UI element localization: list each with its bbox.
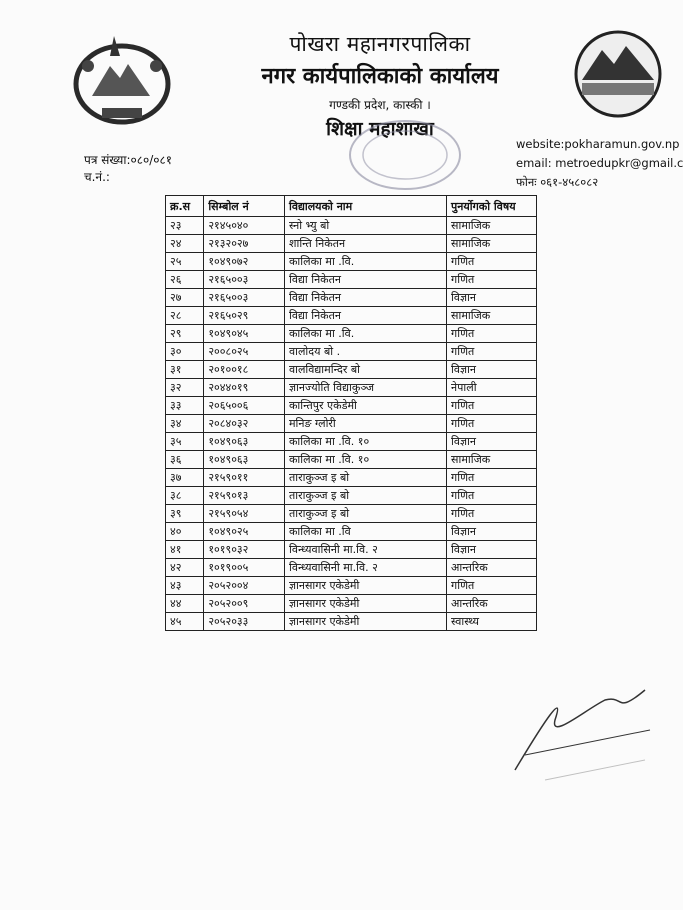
cell-subject: गणित <box>447 397 537 415</box>
cell-serial: ३१ <box>166 361 204 379</box>
cell-school: शान्ति निकेतन <box>284 235 446 253</box>
cell-symbol: २१४५०४० <box>204 217 285 235</box>
table-row <box>166 379 537 397</box>
cell-symbol: २०१००१८ <box>204 361 285 379</box>
cell-school: कालिका मा .वि. १० <box>284 433 446 451</box>
cell-school: विन्ध्यवासिनी मा.वि. २ <box>284 541 446 559</box>
division-name: शिक्षा महाशाखा <box>326 118 434 140</box>
cell-serial: २३ <box>166 217 204 235</box>
cell-symbol: २०५२०३३ <box>204 613 285 631</box>
cell-symbol: १०१९००५ <box>204 559 285 577</box>
table-row <box>166 361 537 379</box>
table-row <box>166 451 537 469</box>
cell-school: ज्ञानज्योति विद्याकुञ्ज <box>284 379 446 397</box>
cell-school: विन्ध्यवासिनी मा.वि. २ <box>284 559 446 577</box>
cell-serial: ३९ <box>166 505 204 523</box>
cell-school: विद्या निकेतन <box>284 307 446 325</box>
table-row <box>166 505 537 523</box>
cell-subject: गणित <box>447 325 537 343</box>
cell-subject: विज्ञान <box>447 541 537 559</box>
cell-subject: स्वास्थ्य <box>447 613 537 631</box>
table-row <box>166 217 537 235</box>
letter-number: पत्र संख्या:०८०/०८१ <box>84 153 172 167</box>
col-header-subject: पुनर्योगको विषय <box>447 196 537 217</box>
cell-school: कालिका मा .वि. १० <box>284 451 446 469</box>
cell-serial: २४ <box>166 235 204 253</box>
table-row <box>166 523 537 541</box>
cell-school: कालिका मा .वि. <box>284 325 446 343</box>
cell-symbol: १०४९०६३ <box>204 451 285 469</box>
cell-subject: विज्ञान <box>447 361 537 379</box>
table-row <box>166 397 537 415</box>
cell-school: ज्ञानसागर एकेडेमी <box>284 577 446 595</box>
table-row <box>166 541 537 559</box>
cell-subject: गणित <box>447 253 537 271</box>
cell-subject: गणित <box>447 271 537 289</box>
municipality-name: पोखरा महानगरपालिका <box>289 32 471 56</box>
cell-symbol: २०४४०१९ <box>204 379 285 397</box>
office-stamp-icon <box>345 115 465 195</box>
cell-serial: ३६ <box>166 451 204 469</box>
cell-symbol: २०८४०३२ <box>204 415 285 433</box>
cell-serial: ४१ <box>166 541 204 559</box>
cell-school: कालिका मा .वि <box>284 523 446 541</box>
cell-school: कान्तिपुर एकेडेमी <box>284 397 446 415</box>
nepal-emblem-icon <box>62 26 182 126</box>
cell-symbol: २०५२००४ <box>204 577 285 595</box>
cell-serial: ३० <box>166 343 204 361</box>
cell-subject: आन्तरिक <box>447 559 537 577</box>
cell-serial: ४४ <box>166 595 204 613</box>
reference-block <box>84 152 172 186</box>
cell-serial: ३३ <box>166 397 204 415</box>
col-header-serial: क्र.स <box>166 196 204 217</box>
cell-subject: गणित <box>447 469 537 487</box>
cell-school: मनिङ ग्लोरी <box>284 415 446 433</box>
cell-symbol: २१६५००३ <box>204 271 285 289</box>
cell-school: ताराकुञ्ज इ बो <box>284 469 446 487</box>
phone-text: फोनः ०६१-४५८०८२ <box>516 175 599 189</box>
cell-serial: ३८ <box>166 487 204 505</box>
cell-symbol: २१३२०२७ <box>204 235 285 253</box>
cell-subject: विज्ञान <box>447 433 537 451</box>
table-row <box>166 271 537 289</box>
cell-symbol: २१५९०५४ <box>204 505 285 523</box>
cell-school: ताराकुञ्ज इ बो <box>284 487 446 505</box>
table-row <box>166 235 537 253</box>
table-row <box>166 307 537 325</box>
signature-icon <box>505 660 655 800</box>
cell-school: कालिका मा .वि. <box>284 253 446 271</box>
table-row <box>166 433 537 451</box>
cell-subject: गणित <box>447 505 537 523</box>
cell-subject: सामाजिक <box>447 235 537 253</box>
cell-subject: विज्ञान <box>447 523 537 541</box>
cell-school: ज्ञानसागर एकेडेमी <box>284 613 446 631</box>
cell-symbol: १०४९०६३ <box>204 433 285 451</box>
cell-symbol: २००८०२५ <box>204 343 285 361</box>
cell-serial: ३४ <box>166 415 204 433</box>
email-text: email: metroedupkr@gmail.c <box>516 156 683 170</box>
office-name: नगर कार्यपालिकाको कार्यालय <box>261 64 499 89</box>
cell-serial: २९ <box>166 325 204 343</box>
cell-subject: सामाजिक <box>447 451 537 469</box>
cell-serial: ४० <box>166 523 204 541</box>
cell-serial: ३२ <box>166 379 204 397</box>
table-row <box>166 487 537 505</box>
cell-subject: गणित <box>447 487 537 505</box>
col-header-symbol: सिम्बोल नं <box>204 196 285 217</box>
table-row <box>166 559 537 577</box>
cell-school: ज्ञानसागर एकेडेमी <box>284 595 446 613</box>
table-row <box>166 595 537 613</box>
cell-symbol: १०४९०७२ <box>204 253 285 271</box>
table-row <box>166 325 537 343</box>
province-district: गण्डकी प्रदेश, कास्की । <box>329 98 431 112</box>
cell-serial: २८ <box>166 307 204 325</box>
table-row <box>166 613 537 631</box>
cell-serial: ४३ <box>166 577 204 595</box>
cell-symbol: २१५९०१३ <box>204 487 285 505</box>
cell-symbol: २०५२००९ <box>204 595 285 613</box>
cell-subject: सामाजिक <box>447 217 537 235</box>
website-text: website:pokharamun.gov.np <box>516 137 680 151</box>
table-header-row <box>166 196 537 217</box>
cell-serial: ४२ <box>166 559 204 577</box>
cell-subject: सामाजिक <box>447 307 537 325</box>
cell-school: वालोदय बो . <box>284 343 446 361</box>
table-row <box>166 469 537 487</box>
cell-serial: २६ <box>166 271 204 289</box>
table-row <box>166 253 537 271</box>
table-row <box>166 415 537 433</box>
cell-school: विद्या निकेतन <box>284 289 446 307</box>
cell-subject: विज्ञान <box>447 289 537 307</box>
table-row <box>166 343 537 361</box>
cell-serial: ३७ <box>166 469 204 487</box>
cell-symbol: १०४९०४५ <box>204 325 285 343</box>
cell-school: विद्या निकेतन <box>284 271 446 289</box>
col-header-school: विद्यालयको नाम <box>284 196 446 217</box>
cell-subject: गणित <box>447 343 537 361</box>
cell-serial: ३५ <box>166 433 204 451</box>
cell-serial: २५ <box>166 253 204 271</box>
cell-subject: गणित <box>447 415 537 433</box>
schools-table <box>165 195 537 631</box>
cell-serial: ४५ <box>166 613 204 631</box>
cell-symbol: २०६५००६ <box>204 397 285 415</box>
table-row <box>166 577 537 595</box>
cell-subject: आन्तरिक <box>447 595 537 613</box>
cell-symbol: २१६५००३ <box>204 289 285 307</box>
cell-symbol: १०१९०३२ <box>204 541 285 559</box>
cell-school: स्नो भ्यु बो <box>284 217 446 235</box>
cell-symbol: १०४९०२५ <box>204 523 285 541</box>
cell-subject: गणित <box>447 577 537 595</box>
cell-school: वालविद्यामन्दिर बो <box>284 361 446 379</box>
cell-serial: २७ <box>166 289 204 307</box>
contact-block <box>516 135 683 192</box>
cell-symbol: २१६५०२९ <box>204 307 285 325</box>
cell-subject: नेपाली <box>447 379 537 397</box>
dispatch-number: च.नं.: <box>84 170 110 184</box>
cell-symbol: २१५९०११ <box>204 469 285 487</box>
table-row <box>166 289 537 307</box>
cell-school: ताराकुञ्ज इ बो <box>284 505 446 523</box>
pokhara-metro-logo-icon <box>572 28 664 120</box>
